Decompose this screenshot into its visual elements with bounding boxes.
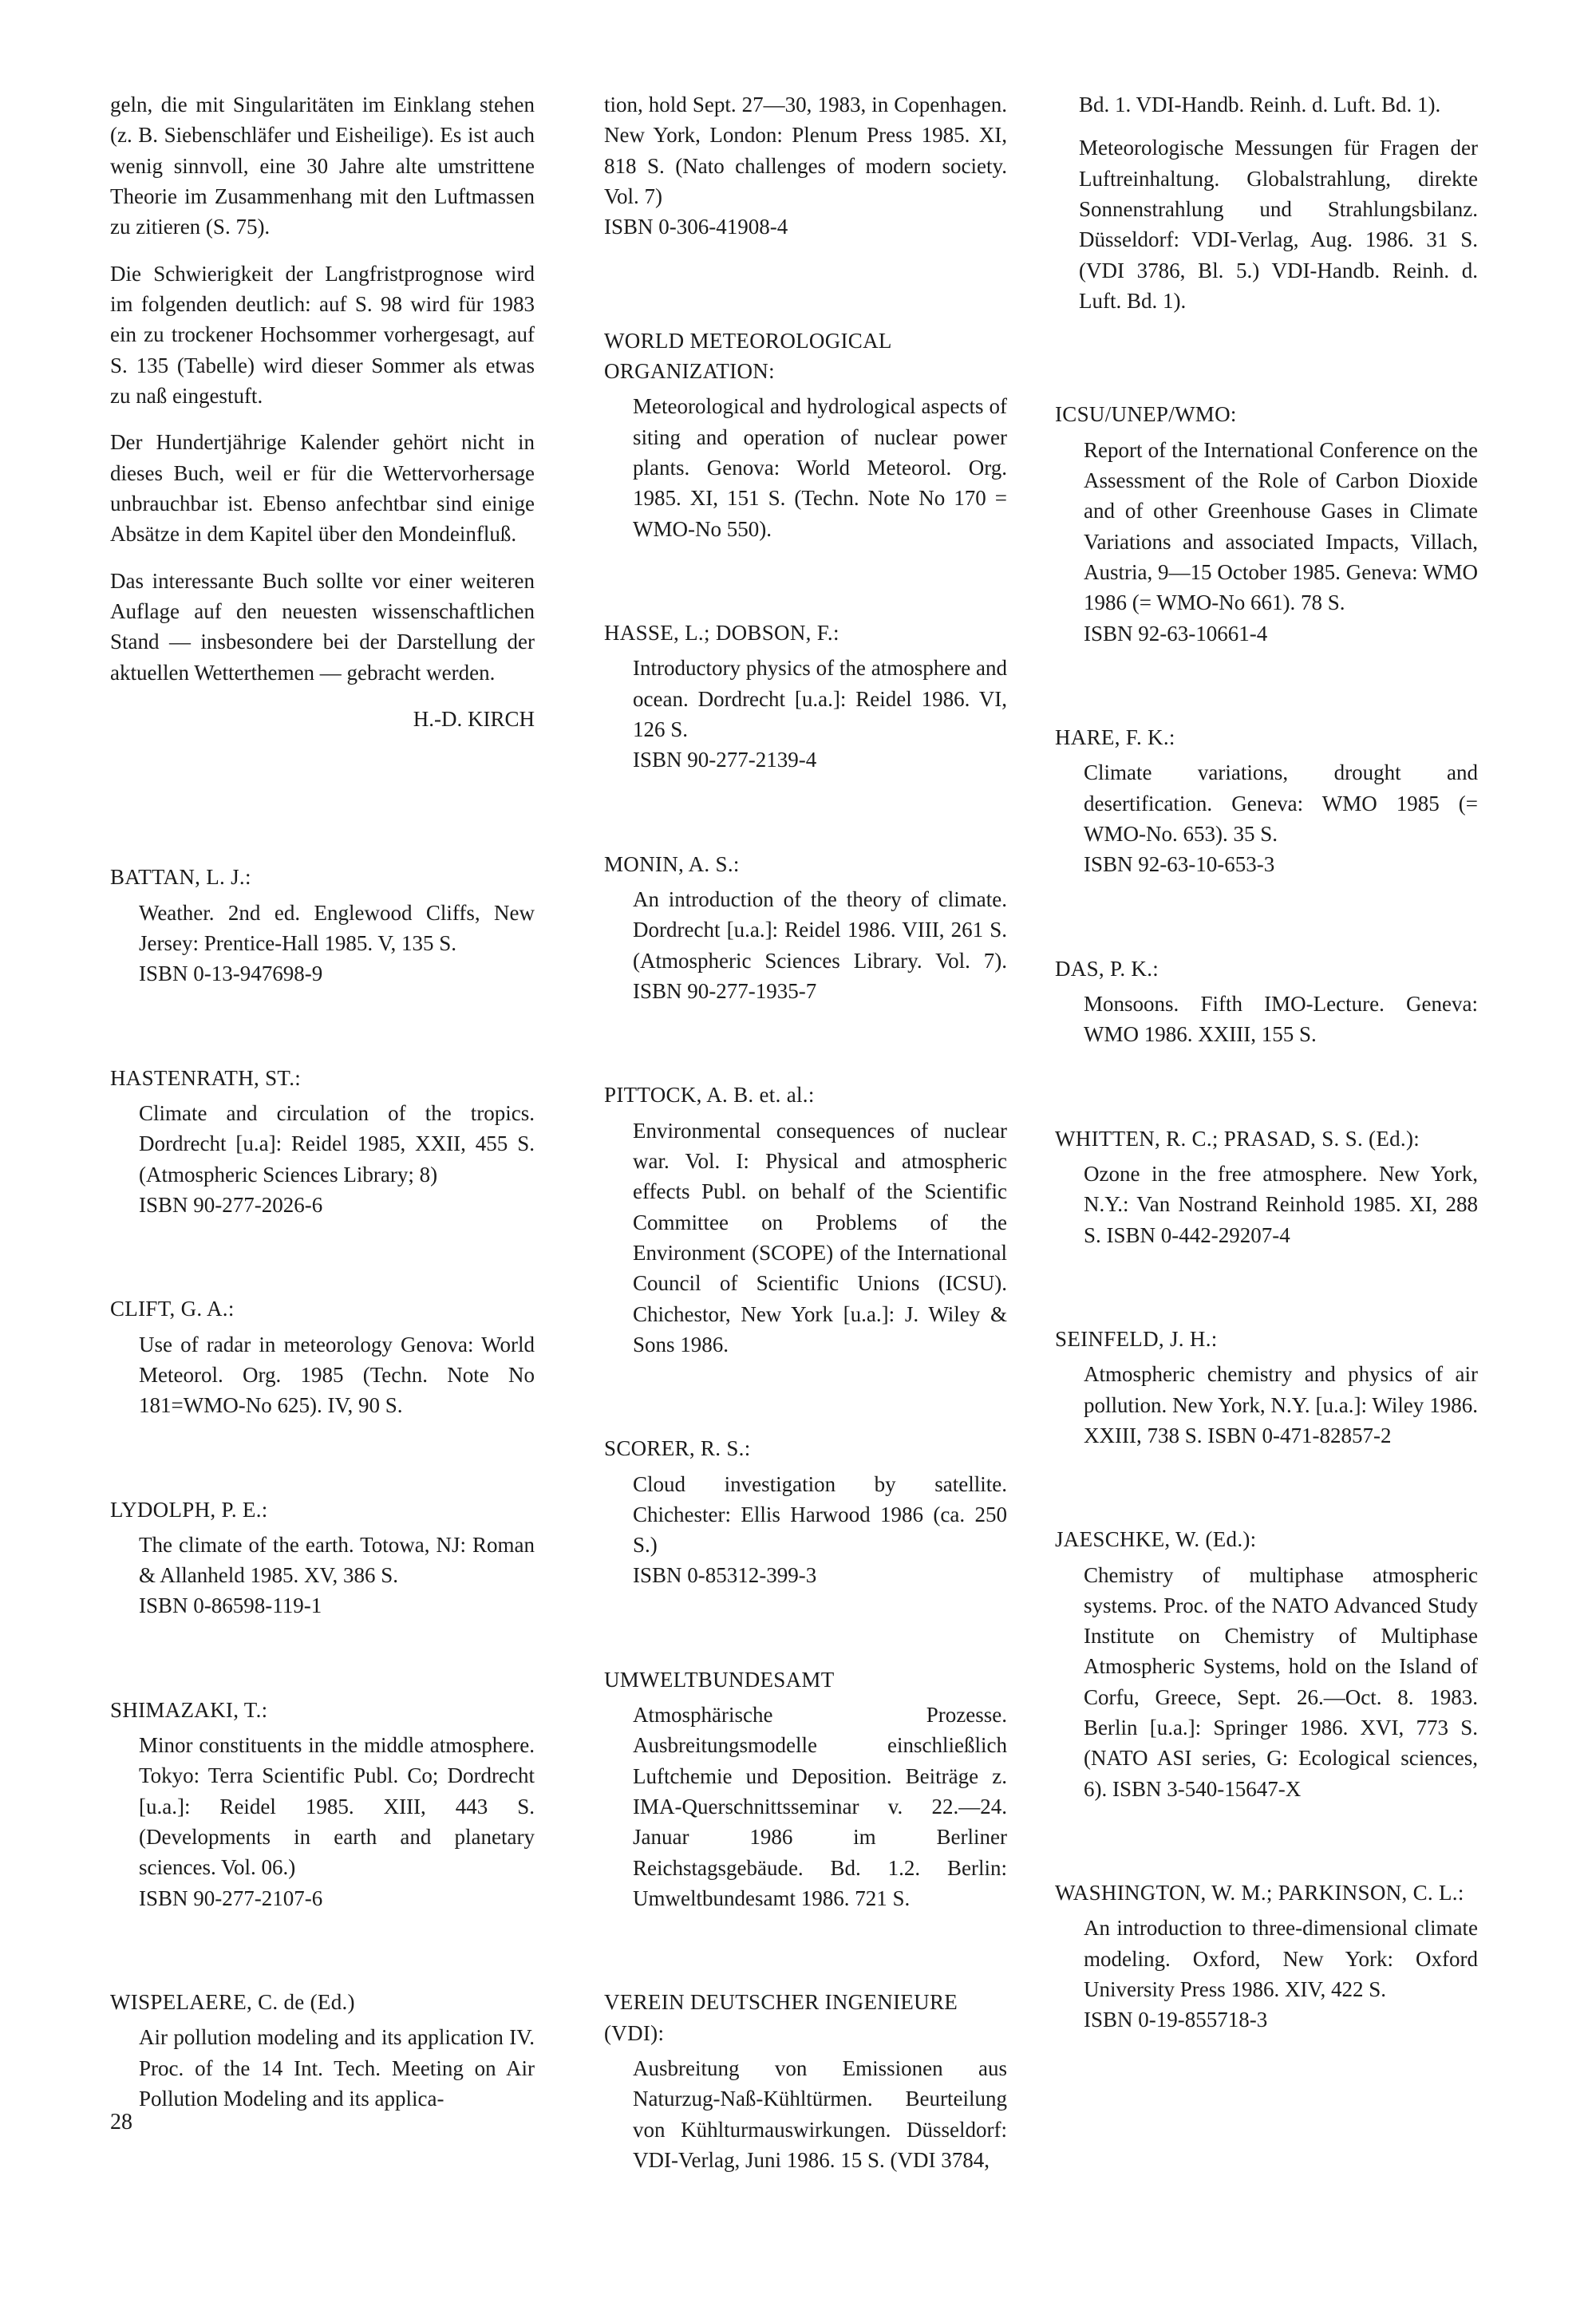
citation-line: Use of radar in meteorology Genova: World Meteorol. Org. 1985 (Techn. Note No 181=WMO-No 625). IV, 90 S. (139, 1332, 535, 1418)
entry-author: LYDOLPH, P. E.: (110, 1497, 268, 1522)
citation-line: Air pollution modeling and its application IV. Proc. of the 14 Int. Tech. Meeting on Air Pollution Modeling and its applica- (139, 2025, 535, 2111)
bibliography-entry (604, 618, 1007, 776)
citation-line: Climate variations, drought and desertification. Geneva: WMO 1985 (= WMO-No. 653). 35 S. (1084, 760, 1478, 846)
bibliography-entry (604, 1080, 1007, 1360)
citation-line: Chemistry of multiphase atmospheric systems. Proc. of the NATO Advanced Study Institute on Chemistry of Multiphase Atmospheric Systems, hold on the Island of Corfu, Greece, Sept. 26.—Oct. 8. 1983. Berlin [u.a.]: Springer 1986. XVI, 773 S. (NATO ASI series, G: Ecological sciences, 6). ISBN 3-540-15647-X (1084, 1562, 1478, 1801)
citation-line: An introduction to three-dimensional climate modeling. Oxford, New York: Oxford University Press 1986. XIV, 422 S. (1084, 1916, 1478, 2002)
entry-author: ICSU/UNEP/WMO: (1055, 402, 1237, 427)
bibliography-entry (110, 1987, 535, 2114)
citation-line: ISBN 0-85312-399-3 (633, 1563, 817, 1588)
bibliography-entry (110, 1695, 535, 1913)
citation-line: Introductory physics of the atmosphere and ocean. Dordrecht [u.a.]: Reidel 1986. VI, 126 S. (633, 656, 1007, 741)
entry-author: PITTOCK, A. B. et. al.: (604, 1083, 815, 1108)
bibliography-entry (1055, 1123, 1478, 1250)
citation-line: Atmosphärische Prozesse. Ausbreitungsmodelle einschließlich Luftchemie und Deposition. Beiträge z. IMA-Querschnittsseminar v. 22.—24. Januar 1986 im Berliner Reichstagsgebäude. Bd. 1.2. Berlin: Umweltbundesamt 1986. 721 S. (633, 1703, 1007, 1911)
entry-citation (1084, 1359, 1478, 1451)
bibliography-list-middle (604, 89, 1007, 2175)
citation-line: ISBN 92-63-10-653-3 (1084, 852, 1275, 877)
bibliography-entry (604, 1987, 1007, 2175)
entry-author: CLIFT, G. A.: (110, 1297, 235, 1321)
citation-line: Report of the International Conference on the Assessment of the Role of Carbon Dioxide and of other Greenhouse Gases in Climate Variations and associated Impacts, Villach, Austria, 9—15 October 1985. Geneva: WMO 1986 (= WMO-No 661). 78 S. (1084, 437, 1478, 615)
bibliography-list-left (110, 862, 535, 2114)
entry-author: WISPELAERE, C. de (Ed.) (110, 1990, 355, 2015)
citation-line: Ozone in the free atmosphere. New York, N.Y.: Van Nostrand Reinhold 1985. XI, 288 S. ISBN 0-442-29207-4 (1084, 1161, 1478, 1247)
bibliography-entry (110, 1495, 535, 1621)
citation-line: Meteorological and hydrological aspects of siting and operation of nuclear power plants. Genova: World Meteorol. Org. 1985. XI, 151 S. (Techn. Note No 170 = WMO-No 550). (633, 394, 1007, 541)
entry-author: MONIN, A. S.: (604, 851, 740, 876)
bibliography-entry (1055, 1524, 1478, 1804)
citation-line: ISBN 0-306-41908-4 (604, 215, 788, 239)
entry-citation (633, 884, 1007, 1006)
entry-citation (633, 1700, 1007, 1913)
citation-line: ISBN 90-277-2107-6 (139, 1886, 323, 1910)
entry-citation (139, 1530, 535, 1621)
citation-line: Meteorologische Messungen für Fragen der Luftreinhaltung. Globalstrahlung, direkte Sonnenstrahlung und Strahlungsbilanz. Düsseldorf: VDI-Verlag, Aug. 1986. 31 S. (VDI 3786, Bl. 5.) VDI-Handb. Reinh. d. Luft. Bd. 1). (1079, 136, 1478, 313)
citation-line: An introduction of the theory of climate. Dordrecht [u.a.]: Reidel 1986. VIII, 261 S. (Atmospheric Sciences Library. Vol. 7). ISBN 90-277-1935-7 (633, 887, 1007, 1003)
citation-line: Climate and circulation of the tropics. Dordrecht [u.a]: Reidel 1985, XXII, 455 S. (Atmospheric Sciences Library; 8) (139, 1100, 535, 1187)
entry-citation (1055, 89, 1478, 316)
citation-line: ISBN 0-86598-119-1 (139, 1593, 322, 1618)
bibliography-entry (604, 326, 1007, 544)
bibliography-list-right (1055, 89, 1478, 2036)
entry-author: SCORER, R. S.: (604, 1436, 751, 1461)
entry-citation (1084, 989, 1478, 1050)
entry-author: SEINFELD, J. H.: (1055, 1326, 1218, 1351)
entry-citation (1084, 435, 1478, 649)
entry-citation (1084, 757, 1478, 879)
entry-author: WHITTEN, R. C.; PRASAD, S. S. (Ed.): (1055, 1126, 1420, 1151)
entry-citation (139, 1098, 535, 1220)
citation-line: ISBN 0-13-947698-9 (139, 962, 323, 986)
bibliography-entry (110, 1063, 535, 1221)
column-right (1055, 89, 1478, 2036)
citation-line: Minor constituents in the middle atmosphere. Tokyo: Terra Scientific Publ. Co; Dordrecht [u.a.]: Reidel 1985. XIII, 443 S. (Developments in earth and planetary sciences. Vol. 06.) (139, 1733, 535, 1880)
entry-citation (604, 89, 1007, 243)
entry-citation (139, 1730, 535, 1913)
citation-line: ISBN 90-277-2139-4 (633, 748, 817, 772)
citation-line: The climate of the earth. Totowa, NJ: Roman & Allanheld 1985. XV, 386 S. (139, 1532, 535, 1588)
bibliography-entry (110, 862, 535, 989)
citation-line: ISBN 0-19-855718-3 (1084, 2008, 1268, 2032)
entry-author: JAESCHKE, W. (Ed.): (1055, 1527, 1257, 1552)
bibliography-entry (1055, 1878, 1478, 2036)
citation-line: ISBN 90-277-2026-6 (139, 1192, 323, 1217)
entry-author: DAS, P. K.: (1055, 956, 1159, 981)
bibliography-entry (604, 1433, 1007, 1591)
entry-citation (633, 1116, 1007, 1360)
entry-citation (633, 1469, 1007, 1591)
review-text (110, 89, 535, 734)
entry-citation (139, 2022, 535, 2114)
bibliography-entry (1055, 954, 1478, 1050)
bibliography-entry (1055, 722, 1478, 880)
entry-author: VEREIN DEUTSCHER INGENIEURE (VDI): (604, 1990, 958, 2045)
review-paragraph: geln, die mit Singularitäten im Einklang stehen (z. B. Siebenschläfer und Eisheilige). Es ist auch wenig sinnvoll, eine 30 Jahre alte umstrittene Theorie im Zusammenhang mit den Luftmassen zu zitieren (S. 75). (110, 93, 535, 239)
bibliography-entry (110, 1293, 535, 1420)
citation-line: Atmospheric chemistry and physics of air pollution. New York, N.Y. [u.a.]: Wiley 1986. XXIII, 738 S. ISBN 0-471-82857-2 (1084, 1362, 1478, 1447)
bibliography-entry (604, 89, 1007, 243)
citation-line: Environmental consequences of nuclear war. Vol. I: Physical and atmospheric effects Publ. on behalf of the Scientific Committee on Problems of the Environment (SCOPE) of the International Council of Scientific Unions (ICSU). Chichestor, New York [u.a.]: J. Wiley & Sons 1986. (633, 1118, 1007, 1356)
entry-author: HASTENRATH, ST.: (110, 1065, 302, 1090)
column-left (110, 89, 535, 2114)
entry-citation (633, 2053, 1007, 2175)
citation-line: Ausbreitung von Emissionen aus Naturzug-Naß-Kühltürmen. Beurteilung von Kühlturmauswirkungen. Düsseldorf: VDI-Verlag, Juni 1986. 15 S. (VDI 3784, (633, 2056, 1007, 2173)
review-paragraph: Das interessante Buch sollte vor einer weiteren Auflage auf den neuesten wissenschaftlichen Stand — insbesondere bei der Darstellung der aktuellen Wetterthemen — gebracht werden. (110, 568, 535, 685)
entry-citation (1084, 1913, 1478, 2035)
citation-line: ISBN 92-63-10661-4 (1084, 621, 1268, 646)
entry-citation (633, 391, 1007, 544)
entry-citation (139, 898, 535, 989)
review-signature: H.-D. KIRCH (413, 706, 535, 731)
bibliography-entry (604, 849, 1007, 1007)
entry-citation (1084, 1560, 1478, 1805)
bibliography-entry (1055, 89, 1478, 316)
citation-line: Weather. 2nd ed. Englewood Cliffs, New Jersey: Prentice-Hall 1985. V, 135 S. (139, 900, 535, 955)
entry-citation (139, 1329, 535, 1421)
entry-author: HASSE, L.; DOBSON, F.: (604, 620, 839, 645)
entry-citation (633, 653, 1007, 775)
entry-author: UMWELTBUNDESAMT (604, 1667, 835, 1692)
citation-line: Cloud investigation by satellite. Chichester: Ellis Harwood 1986 (ca. 250 S.) (633, 1471, 1007, 1558)
bibliography-entry (1055, 399, 1478, 649)
citation-line: tion, hold Sept. 27—30, 1983, in Copenhagen. New York, London: Plenum Press 1985. XI, 818 S. (Nato challenges of modern society. Vol. 7) (604, 93, 1007, 208)
review-paragraph: Die Schwierigkeit der Langfristprognose wird im folgenden deutlich: auf S. 98 wird für 1983 ein zu trockener Hochsommer vorhergesagt, auf S. 135 (Tabelle) wird dieser Sommer als etwas zu naß eingestuft. (110, 261, 535, 408)
entry-citation (1084, 1159, 1478, 1250)
bibliography-entry (604, 1664, 1007, 1914)
page-number: 28 (110, 2110, 132, 2134)
entry-author: BATTAN, L. J.: (110, 865, 251, 890)
bibliography-entry (1055, 1324, 1478, 1451)
review-paragraph: Der Hundertjährige Kalender gehört nicht in dieses Buch, weil er für die Wettervorhersage unbrauchbar ist. Ebenso anfechtbar sind einige Absätze in dem Kapitel über den Mondeinfluß. (110, 430, 535, 547)
citation-line: Monsoons. Fifth IMO-Lecture. Geneva: WMO 1986. XXIII, 155 S. (1084, 991, 1478, 1047)
citation-line: Bd. 1. VDI-Handb. Reinh. d. Luft. Bd. 1). (1079, 93, 1441, 116)
entry-author: WORLD METEOROLOGICAL ORGANIZATION: (604, 328, 891, 383)
entry-author: HARE, F. K.: (1055, 725, 1175, 749)
entry-author: SHIMAZAKI, T.: (110, 1697, 268, 1722)
column-middle (604, 89, 1007, 2175)
entry-author: WASHINGTON, W. M.; PARKINSON, C. L.: (1055, 1881, 1464, 1905)
